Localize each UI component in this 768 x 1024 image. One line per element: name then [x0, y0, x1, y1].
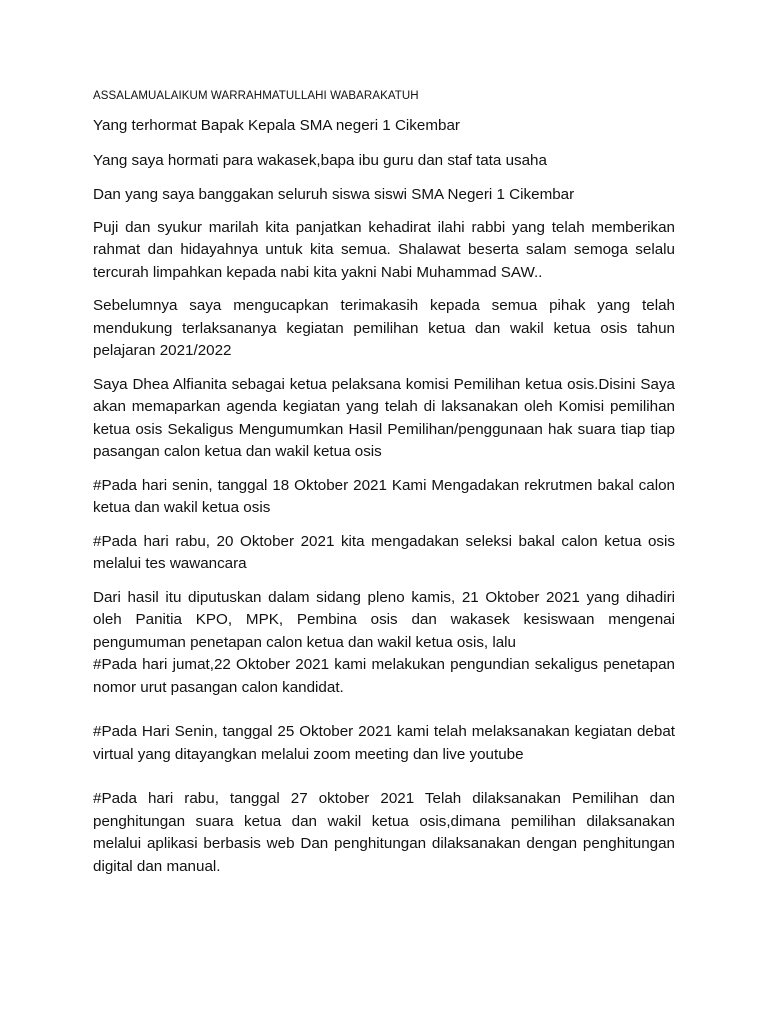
greeting-heading: ASSALAMUALAIKUM WARRAHMATULLAHI WABARAKATUH [93, 90, 419, 102]
salutation-students: Dan yang saya banggakan seluruh siswa siswi SMA Negeri 1 Cikembar [93, 186, 575, 203]
paragraph-introduction: Saya Dhea Alfianita sebagai ketua pelaksana komisi Pemilihan ketua osis.Disini Saya akan memaparkan agenda kegiatan yang telah di laksanakan oleh Komisi pemilihan ketua osis Sekaligus Mengumumkan Hasil Pemilihan/penggunaan hak suara tiap tiap pasangan calon ketua dan wakil ketua osis [93, 375, 675, 460]
salutation-principal: Yang terhormat Bapak Kepala SMA negeri 1 Cikembar [93, 117, 460, 134]
paragraph-agenda-debate: #Pada Hari Senin, tanggal 25 Oktober 2021 kami telah melaksanakan kegiatan debat virtual yang ditayangkan melalui zoom meeting dan live youtube [93, 723, 675, 763]
paragraph-thanks: Sebelumnya saya mengucapkan terimakasih kepada semua pihak yang telah mendukung terlaksananya kegiatan pemilihan ketua dan wakil ketua osis tahun pelajaran 2021/2022 [93, 297, 675, 359]
salutation-staff: Yang saya hormati para wakasek,bapa ibu guru dan staf tata usaha [93, 151, 547, 169]
paragraph-agenda-selection: #Pada hari rabu, 20 Oktober 2021 kita mengadakan seleksi bakal calon ketua osis melalui tes wawancara [93, 532, 675, 572]
paragraph-agenda-draw: #Pada hari jumat,22 Oktober 2021 kami melakukan pengundian sekaligus penetapan nomor urut pasangan calon kandidat. [93, 656, 675, 696]
paragraph-agenda-recruitment: #Pada hari senin, tanggal 18 Oktober 2021 Kami Mengadakan rekrutmen bakal calon ketua dan wakil ketua osis [93, 476, 675, 516]
paragraph-agenda-election: #Pada hari rabu, tanggal 27 oktober 2021 Telah dilaksanakan Pemilihan dan penghitungan suara ketua dan wakil ketua osis,dimana pemilihan dilaksanakan melalui aplikasi berbasis web Dan penghitungan dilaksanakan dengan penghitungan digital dan manual. [93, 790, 675, 875]
paragraph-plenary-decision: Dari hasil itu diputuskan dalam sidang pleno kamis, 21 Oktober 2021 yang dihadiri oleh Panitia KPO, MPK, Pembina osis dan wakasek kesiswaan mengenai pengumuman penetapan calon ketua dan wakil ketua osis, lalu [93, 588, 675, 651]
document-page [93, 88, 675, 889]
paragraph-opening-praise: Puji dan syukur marilah kita panjatkan kehadirat ilahi rabbi yang telah memberikan rahmat dan hidayahnya untuk kita semua. Shalawat beserta salam semoga selalu tercurah limpahkan kepada nabi kita yakni Nabi Muhammad SAW.. [93, 218, 675, 281]
